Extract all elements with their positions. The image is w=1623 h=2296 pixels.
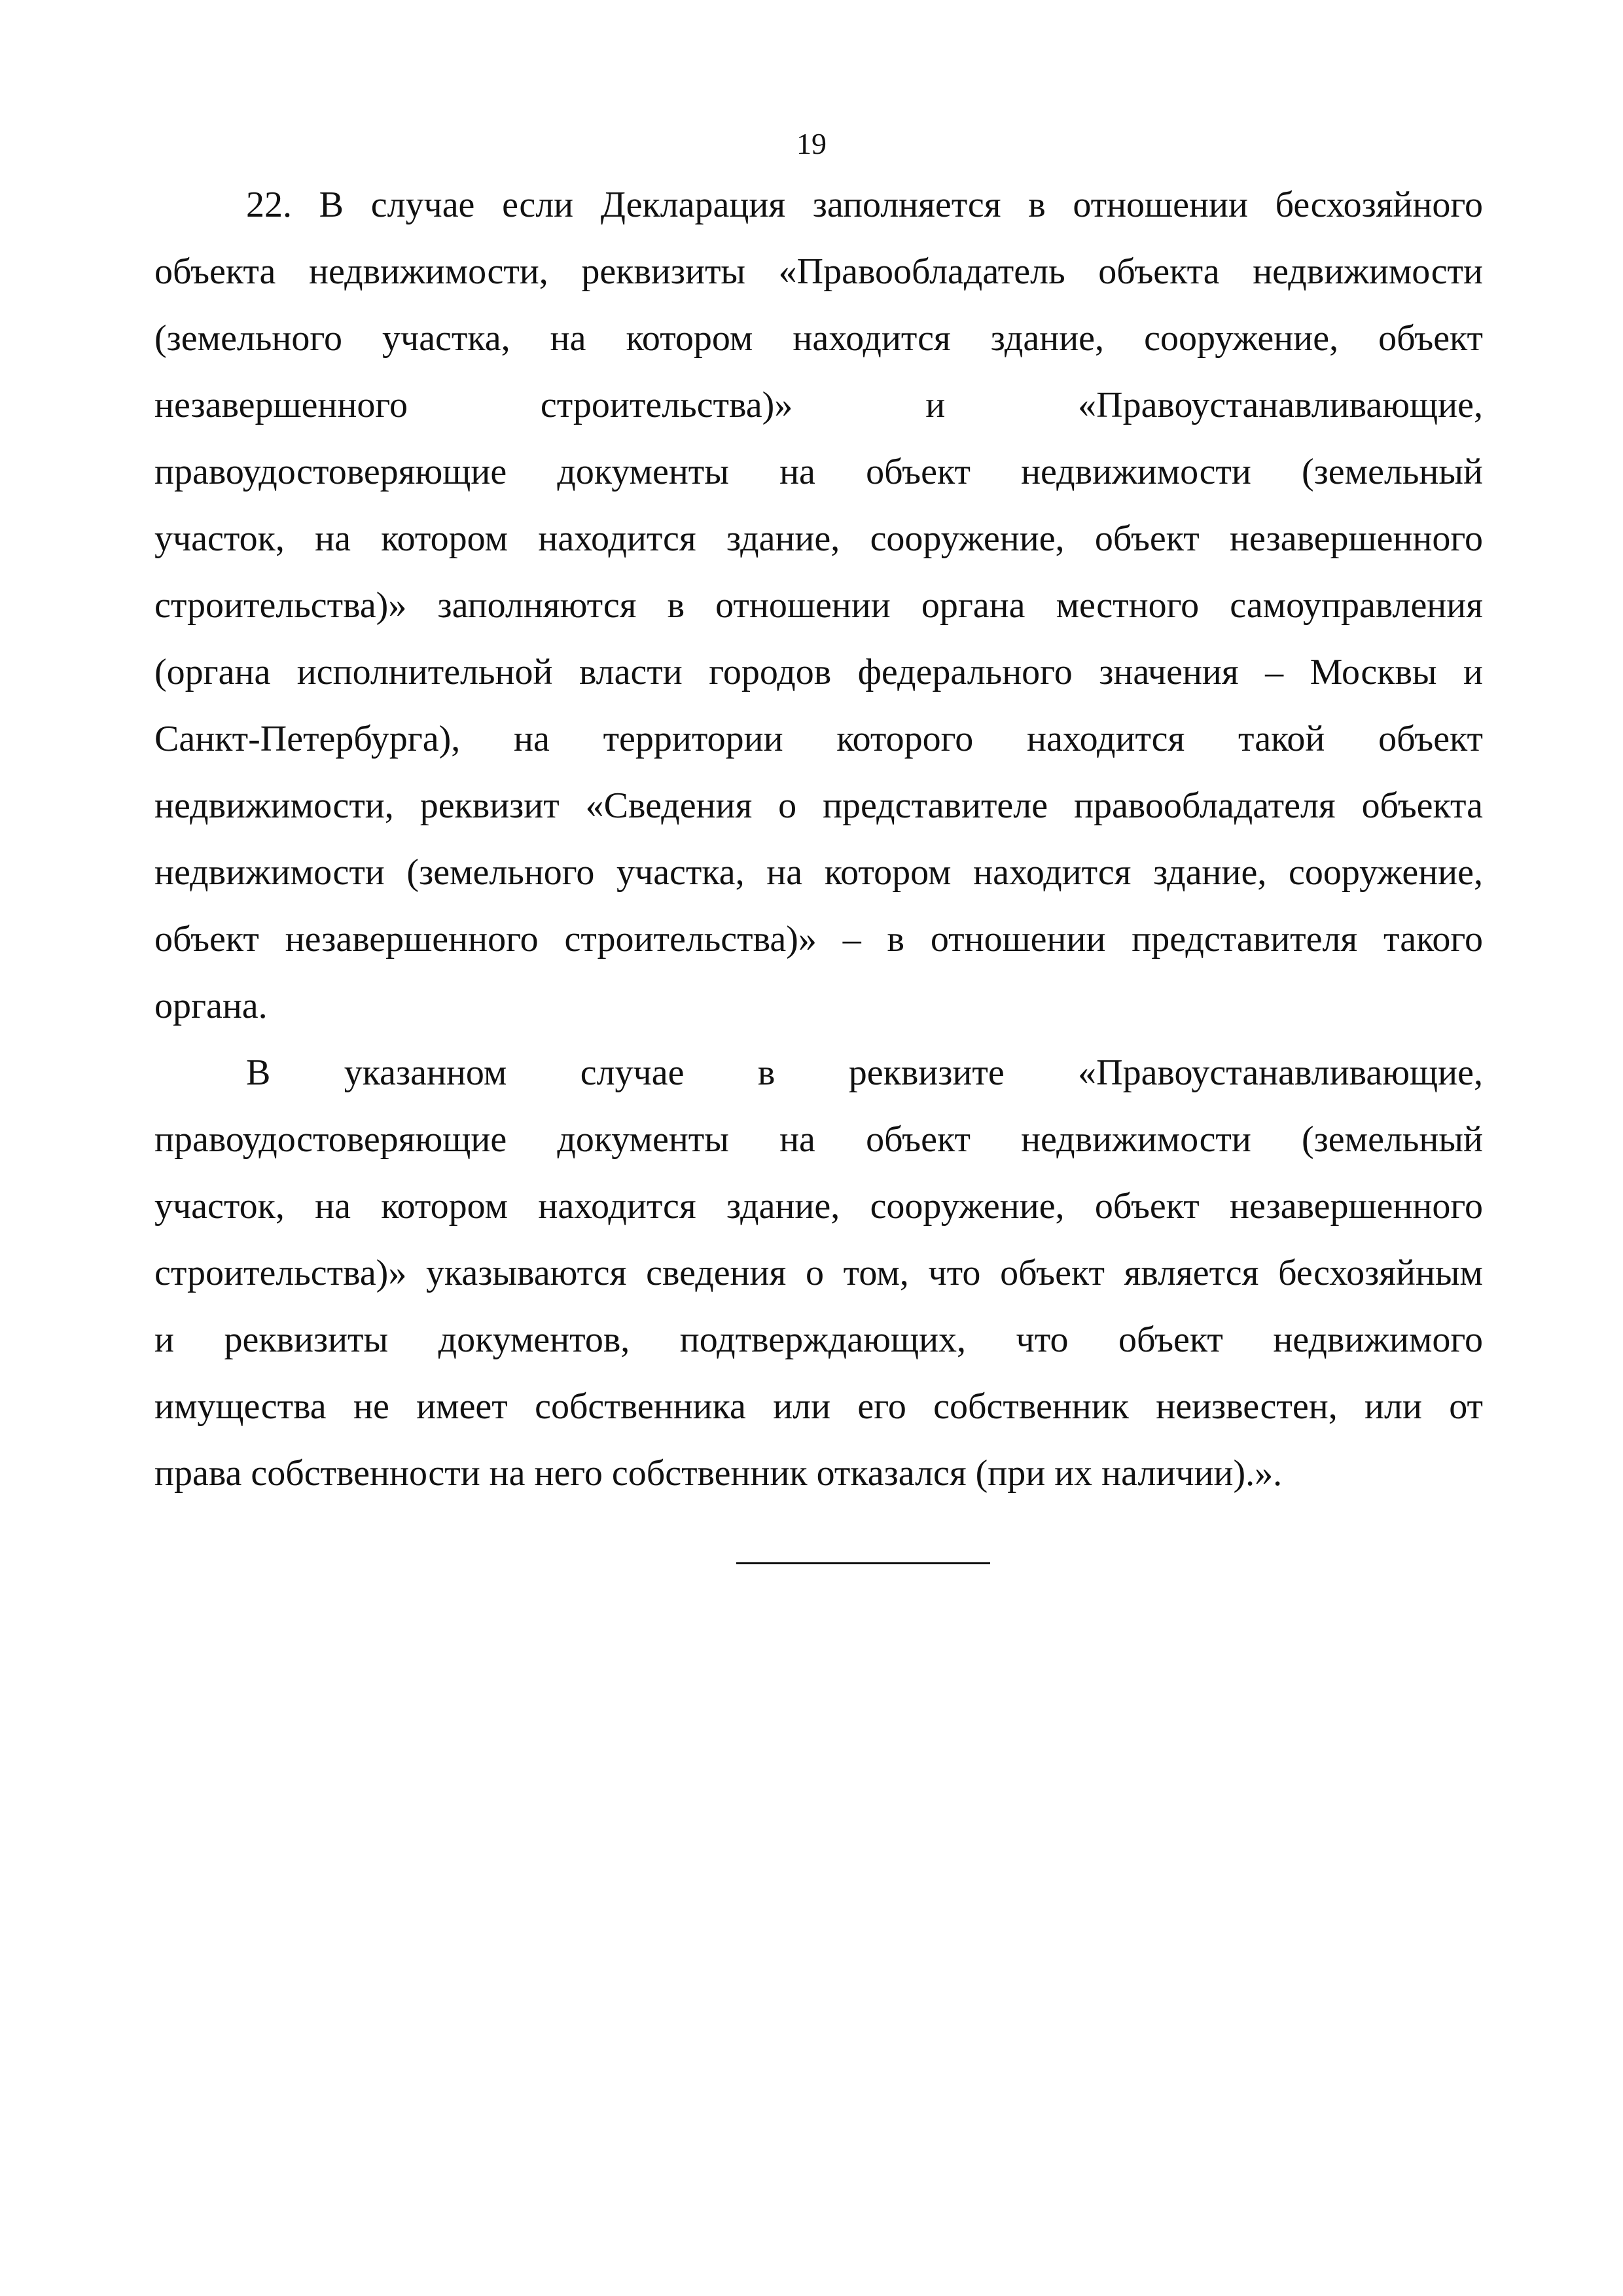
- text-line: права собственности на него собственник отказался (при их наличии).».: [154, 1453, 1283, 1494]
- text-line: В указанном случае в реквизите «Правоустанавливающие,: [246, 1052, 1483, 1093]
- text-line: участок, на котором находится здание, сооружение, объект незавершенного: [154, 518, 1483, 559]
- text-line: участок, на котором находится здание, сооружение, объект незавершенного: [154, 1186, 1483, 1227]
- text-line: незавершенного строительства)» и «Правоустанавливающие,: [154, 385, 1483, 425]
- text-line: (земельного участка, на котором находится здание, сооружение, объект: [154, 318, 1483, 359]
- text-line: имущества не имеет собственника или его собственник неизвестен, или от: [154, 1386, 1483, 1427]
- paragraph-22: [154, 171, 1483, 1039]
- text-line: недвижимости (земельного участка, на котором находится здание, сооружение,: [154, 852, 1483, 893]
- text-line: объекта недвижимости, реквизиты «Правообладатель объекта недвижимости: [154, 251, 1483, 292]
- document-body: [154, 171, 1483, 1507]
- text-line: Санкт-Петербурга), на территории которого находится такой объект: [154, 719, 1483, 759]
- text-line: и реквизиты документов, подтверждающих, что объект недвижимого: [154, 1319, 1483, 1360]
- page-number: 19: [796, 127, 827, 160]
- end-separator-line: [736, 1562, 990, 1564]
- text-line: правоудостоверяющие документы на объект недвижимости (земельный: [154, 452, 1483, 492]
- text-line: объект незавершенного строительства)» – в отношении представителя такого: [154, 919, 1483, 960]
- text-line: строительства)» заполняются в отношении органа местного самоуправления: [154, 585, 1483, 626]
- text-line: строительства)» указываются сведения о том, что объект является бесхозяйным: [154, 1253, 1483, 1293]
- text-line: правоудостоверяющие документы на объект недвижимости (земельный: [154, 1119, 1483, 1160]
- text-line: органа.: [154, 986, 268, 1026]
- text-line: 22. В случае если Декларация заполняется в отношении бесхозяйного: [246, 185, 1483, 225]
- paragraph-specified-case: [154, 1039, 1483, 1507]
- text-line: недвижимости, реквизит «Сведения о представителе правообладателя объекта: [154, 785, 1483, 826]
- text-line: (органа исполнительной власти городов федерального значения – Москвы и: [154, 652, 1483, 692]
